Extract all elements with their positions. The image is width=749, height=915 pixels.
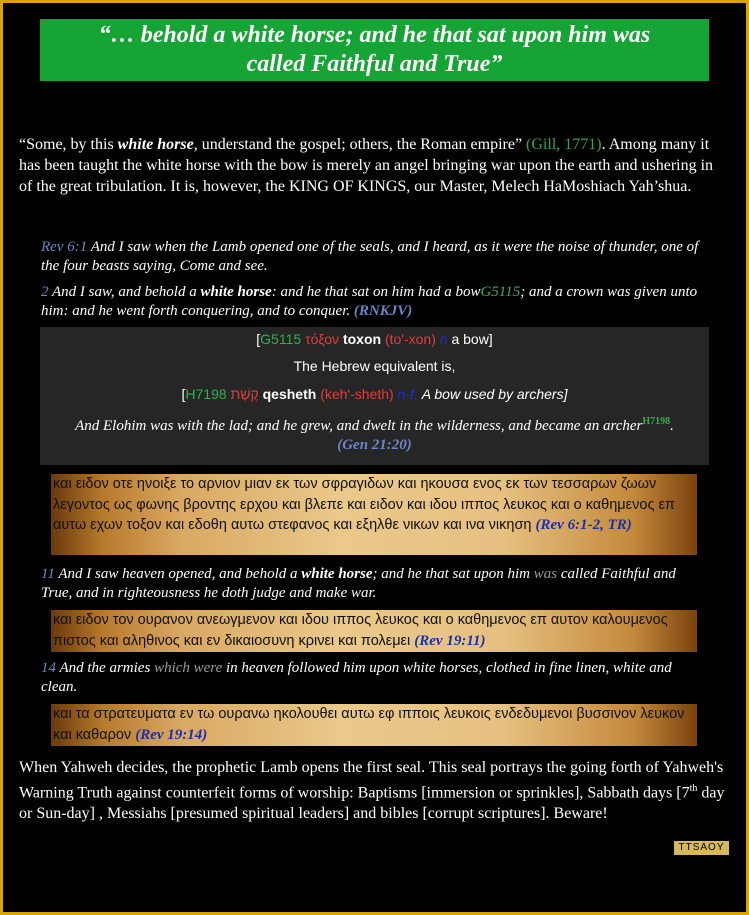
intro-paragraph: “Some, by this white horse, understand the gospel; others, the Roman empire” (Gill, 1771). Among many it has been taught the white horse with the bow is merely an angel bringing war upon the earth and ushering in of the great tribulation. It is, however, the KING OF KINGS, our Master, Melech HaMoshiach Yah’shua. — [19, 136, 714, 195]
intro-citation: (Gill, 1771) — [526, 136, 602, 153]
genesis-reference: (Gen 21:20) — [337, 437, 412, 453]
lexicon-box — [40, 327, 709, 465]
translation-reference: (RNKJV) — [353, 303, 413, 319]
closing-paragraph: When Yahweh decides, the prophetic Lamb opens the first seal. This seal portrays the going forth of Yahweh's Warning Truth against counterfeit forms of worship: Baptisms [immersion or sprinkles], Sabbath days [7th day or Sun-day] , Messiahs [presumed spiritual leaders] and bibles [corrupt scriptures]. Beware! — [19, 759, 725, 823]
verse-rev-19-14: 14 And the armies which were in heaven followed him upon white horses, clothed in fine linen, white and clean. — [41, 660, 672, 695]
author-stamp: TTSAOY — [674, 841, 729, 855]
verse-rev-6-2: 2 And I saw, and behold a white horse: and he that sat on him had a bowG5115; and a crown was given unto him: and he went forth conquering, and to conquer. (RNKJV) — [41, 284, 698, 319]
verse-number: 2 — [41, 284, 49, 300]
page-title: “… behold a white horse; and he that sat upon him was called Faithful and True” — [98, 22, 651, 77]
verse-rev-6-1: Rev 6:1 And I saw when the Lamb opened one of the seals, and I heard, as it were the noise of thunder, one of the four beasts saying, Come and see. — [41, 239, 699, 274]
greek-lexicon-entry: [G5115 τόξον toxon (to'-xon) n a bow] — [256, 331, 493, 347]
greek-text-rev-6: και ειδον οτε ηνοιξε το αρνιον μιαν εκ των σφραγιδων και ηκουσα ενος εκ των τεσσαρων ζωων λεγοντος ως φωνης βροντης ερχου και βλεπε και ειδον και ιδου ιππος λευκος και ο καθημενος επ αυτω εχων τοξον και εδοθη αυτω στεφανος και εξηλθε νικων και ινα νικηση (Rev 6:1-2, TR) — [51, 474, 697, 555]
title-banner — [40, 19, 709, 81]
genesis-quote: And Elohim was with the lad; and he grew, and dwelt in the wilderness, and became an archer$^{H7198}$. (Gen 21:20) — [75, 416, 674, 453]
verse-reference: Rev 6:1 — [41, 239, 88, 255]
greek-text-rev-19-11: και ειδον τον ουρανον ανεωγμενον και ιδου ιππος λευκος και ο καθημενος επ αυτον καλουμενος πιστος και αληθινος και εν δικαιοσυνη κρινει και πολεμει (Rev 19:11) — [51, 610, 697, 652]
verse-rev-19-11: 11 And I saw heaven opened, and behold a white horse; and he that sat upon him was called Faithful and True, and in righteousness he doth judge and make war. — [41, 566, 676, 601]
hebrew-intro: The Hebrew equivalent is, — [293, 358, 456, 374]
hebrew-lexicon-entry: [H7198 קֶשֶׁת qesheth (keh'-sheth) n-f. A bow used by archers] — [181, 386, 568, 402]
strongs-number: G5115 — [480, 284, 521, 300]
greek-text-rev-19-14: και τα στρατευματα εν τω ουρανω ηκολουθει αυτω εφ ιπποις λευκοις ενδεδυμενοι βυσσινον λευκον και καθαρον (Rev 19:14) — [51, 704, 697, 746]
